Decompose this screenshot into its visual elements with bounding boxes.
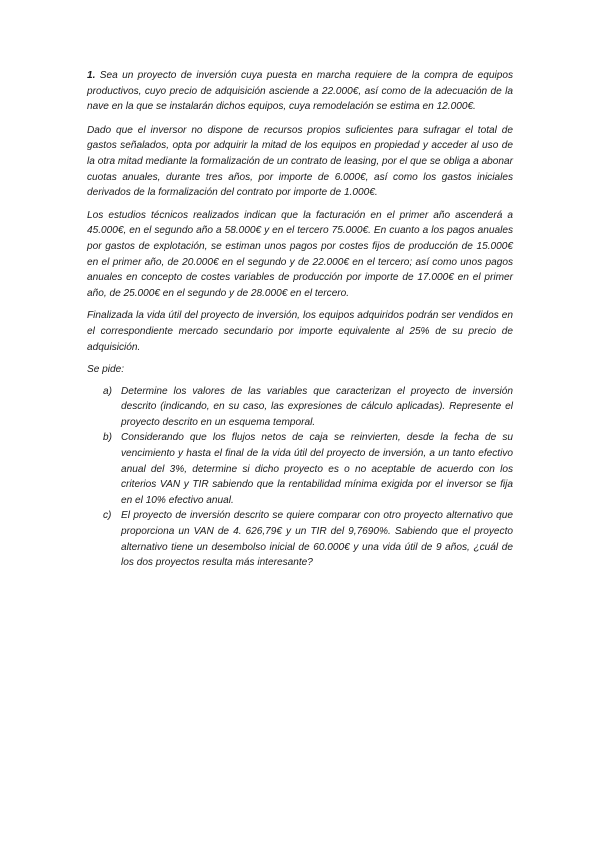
question-marker: c) [103, 510, 112, 522]
questions-list [87, 384, 513, 571]
paragraph-financing: Dado que el inversor no dispone de recursos propios suficientes para sufragar el total de gastos señalados, opta por adquirir la mitad de los equipos en propiedad y acceder al uso de la otra mitad mediante la formalización de un contrato de leasing, por el que se obliga a abonar cuotas anuales, durante tres años, por importe de 6.000€, así como los gastos iniciales derivados de la formalización del contrato por importe de 1.000€. [87, 124, 513, 199]
question-text: Determine los valores de las variables que caracterizan el proyecto de inversión descrito (indicando, en su caso, las expresiones de cálculo aplicadas). Represente el proyecto descrito en un esquema temporal. [121, 385, 513, 428]
question-item-a [87, 384, 513, 431]
question-marker: b) [103, 432, 112, 444]
document-page [87, 68, 513, 571]
paragraph-residual-value: Finalizada la vida útil del proyecto de inversión, los equipos adquiridos podrán ser vendidos en el correspondiente mercado secundario por importe equivalente al 25% de su precio de adquisición. [87, 310, 513, 353]
question-text: El proyecto de inversión descrito se quiere comparar con otro proyecto alternativo que proporciona un VAN de 4. 626,79€ y un TIR del 9,7690%. Sabiendo que el proyecto alternativo tiene un desembolso inicial de 60.000€ y una vida útil de 9 años, ¿cuál de los dos proyectos resulta más interesante? [121, 510, 513, 569]
question-item-b [87, 430, 513, 508]
paragraph-intro-text: Sea un proyecto de inversión cuya puesta en marcha requiere de la compra de equipos productivos, cuyo precio de adquisición asciende a 22.000€, así como de la adecuación de la nave en la que se instalarán dichos equipos, cuya remodelación se estima en 12.000€. [87, 70, 514, 113]
question-marker: a) [103, 385, 112, 397]
paragraph-forecasts: Los estudios técnicos realizados indican que la facturación en el primer año ascenderá a 45.000€, en el segundo año a 58.000€ y en el tercero 75.000€. En cuanto a los pagos anuales por gastos de explotación, se estiman unos pagos por costes fijos de producción de 15.000€ en el primer año, de 20.000€ en el segundo y de 22.000€ en el tercero; así como unos pagos anuales en concepto de costes variables de producción por importe de 17.000€ en el primer año, de 25.000€ en el segundo y de 28.000€ en el tercero. [87, 209, 513, 299]
se-pide-heading: Se pide: [87, 364, 125, 376]
problem-number: 1. [87, 70, 96, 81]
question-item-c [87, 508, 513, 570]
question-text: Considerando que los flujos netos de caja se reinvierten, desde la fecha de su vencimiento y hasta el final de la vida útil del proyecto de inversión, a un tanto efectivo anual del 3%, determine si dicho proyecto es o no aceptable de acuerdo con los criterios VAN y TIR sabiendo que la rentabilidad mínima exigida por el inversor se fija en el 10% efectivo anual. [121, 432, 513, 506]
paragraph-intro [87, 68, 513, 115]
